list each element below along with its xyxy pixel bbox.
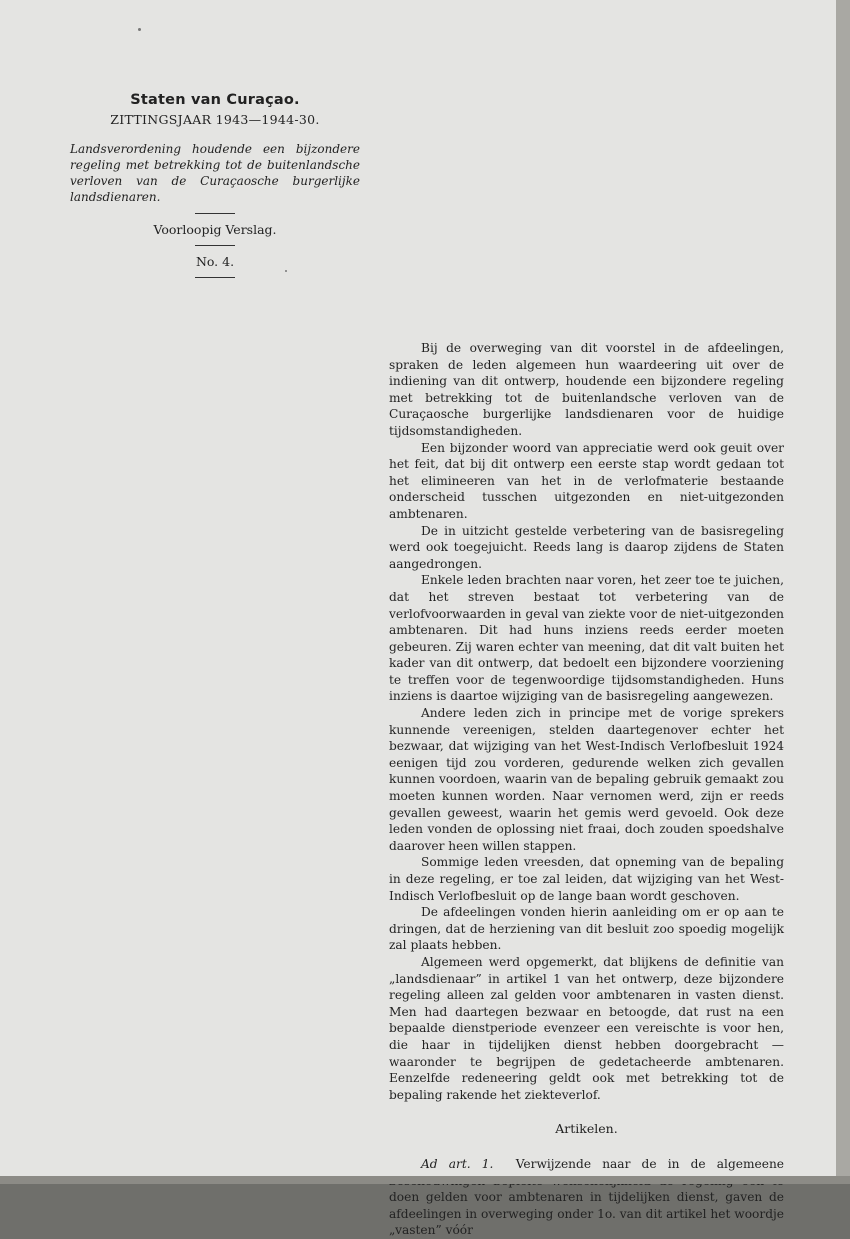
paragraph-1: Bij de overweging van dit voorstel in de afdeelingen, spraken de leden algemeen hun waardeering uit over de indiening van dit ontwerp, houdende een bijzondere regeling met betrekking tot de buitenlandsche verloven van de Curaçaosche burgerlijke landsdienaren voor de huidige tijdsomstandigheden. — [389, 341, 784, 438]
paragraph-6: Sommige leden vreesden, dat opneming van de bepaling in deze regeling, er toe zal leiden, dat wijziging van het West-Indisch Verlofbesluit op de lange baan wordt geschoven. — [389, 855, 784, 903]
report-type: Voorloopig Verslag. — [153, 222, 277, 237]
page-edge-bottom — [0, 1176, 850, 1184]
page-edge-right — [836, 0, 850, 1184]
paragraph-2: Een bijzonder woord van appreciatie werd ook geuit over het feit, dat bij dit ontwerp een eerste stap wordt gedaan tot het elimineeren van het in de verlofmaterie bestaande onderscheid tusschen uitgezonden en niet-uitgezonden ambtenaren. — [389, 440, 784, 521]
document-header — [70, 92, 360, 286]
paper-speck — [285, 270, 287, 272]
divider-rule — [195, 213, 235, 214]
article-text: Verwijzende naar de in de algemeene doen gelden voor ambtenaren in tijdelijken dienst, gaven de afdeelingen in overweging onder 1o. van dit artikel het woordje „vasten” vóór — [389, 1156, 785, 1238]
article-reference: Ad art. 1. — [421, 1156, 494, 1171]
body-column — [389, 340, 784, 1239]
paragraph-8: Algemeen werd opgemerkt, dat blijkens de definitie van „landsdienaar” in artikel 1 van het ontwerp, deze bijzondere regeling alleen zal gelden voor ambtenaren in vasten dienst. Men had daartegen bezwaar en betoogde, dat rust na een bepaalde dienstperiode evenzeer een vereischte is voor hen, die haar in tijdelijken dienst hebben doorgebracht — waaronder te begrijpen de gedetacheerde ambtenaren. Eenzelfde redeneering geldt ook met betrekking tot de bepaling rakende het ziekteverlof. — [389, 954, 784, 1102]
section-heading: Artikelen. — [555, 1121, 618, 1137]
paragraph-7: De afdeelingen vonden hierin aanleiding om er op aan te dringen, dat de herziening van dit besluit zoo spoedig mogelijk zal plaats hebben. — [389, 905, 784, 953]
document-subject: Landsverordening houdende een bijzondere regeling met betrekking tot de buitenlandsche verloven van de Curaçaosche burgerlijke landsdienaren. — [70, 142, 360, 204]
paragraph-3: De in uitzicht gestelde verbetering van de basisregeling werd ook toegejuicht. Reeds lang is daarop zijdens de Staten aangedrongen. — [389, 523, 784, 571]
document-title: Staten van Curaçao. — [130, 92, 300, 108]
divider-rule — [195, 277, 235, 278]
document-number: No. 4. — [195, 254, 235, 269]
paragraph-4: Enkele leden brachten naar voren, het zeer toe te juichen, dat het streven bestaat tot verbetering van de verlofvoorwaarden in geval van ziekte voor de niet-uitgezonden ambtenaren. Dit had huns inziens reeds eerder moeten gebeuren. Zij waren echter van meening, dat dit valt buiten het kader van dit ontwerp, dat bedoelt een bijzondere voorziening te treffen voor de tegenwoordige tijdsomstandigheden. Huns inziens is daartoe wijziging van de basisregeling aangewezen. — [389, 573, 784, 704]
session-year: ZITTINGSJAAR 1943—1944-30. — [110, 112, 320, 127]
paper-speck — [138, 28, 141, 31]
divider-rule — [195, 245, 235, 246]
article-paragraph — [389, 1156, 784, 1239]
paragraph-5: Andere leden zich in principe met de vorige sprekers kunnende vereenigen, stelden daartegenover echter het bezwaar, dat wijziging van het West-Indisch Verlofbesluit 1924 eenigen tijd zou vorderen, gedurende welken zich gevallen kunnen voordoen, waarin van de bepaling gebruik gemaakt zou moeten kunnen worden. Naar vernomen werd, zijn er reeds gevallen geweest, waarin het gemis werd gevoeld. Ook deze leden vonden de oplossing niet fraai, doch zouden spoedshalve daarover heen willen stappen. — [389, 706, 784, 853]
